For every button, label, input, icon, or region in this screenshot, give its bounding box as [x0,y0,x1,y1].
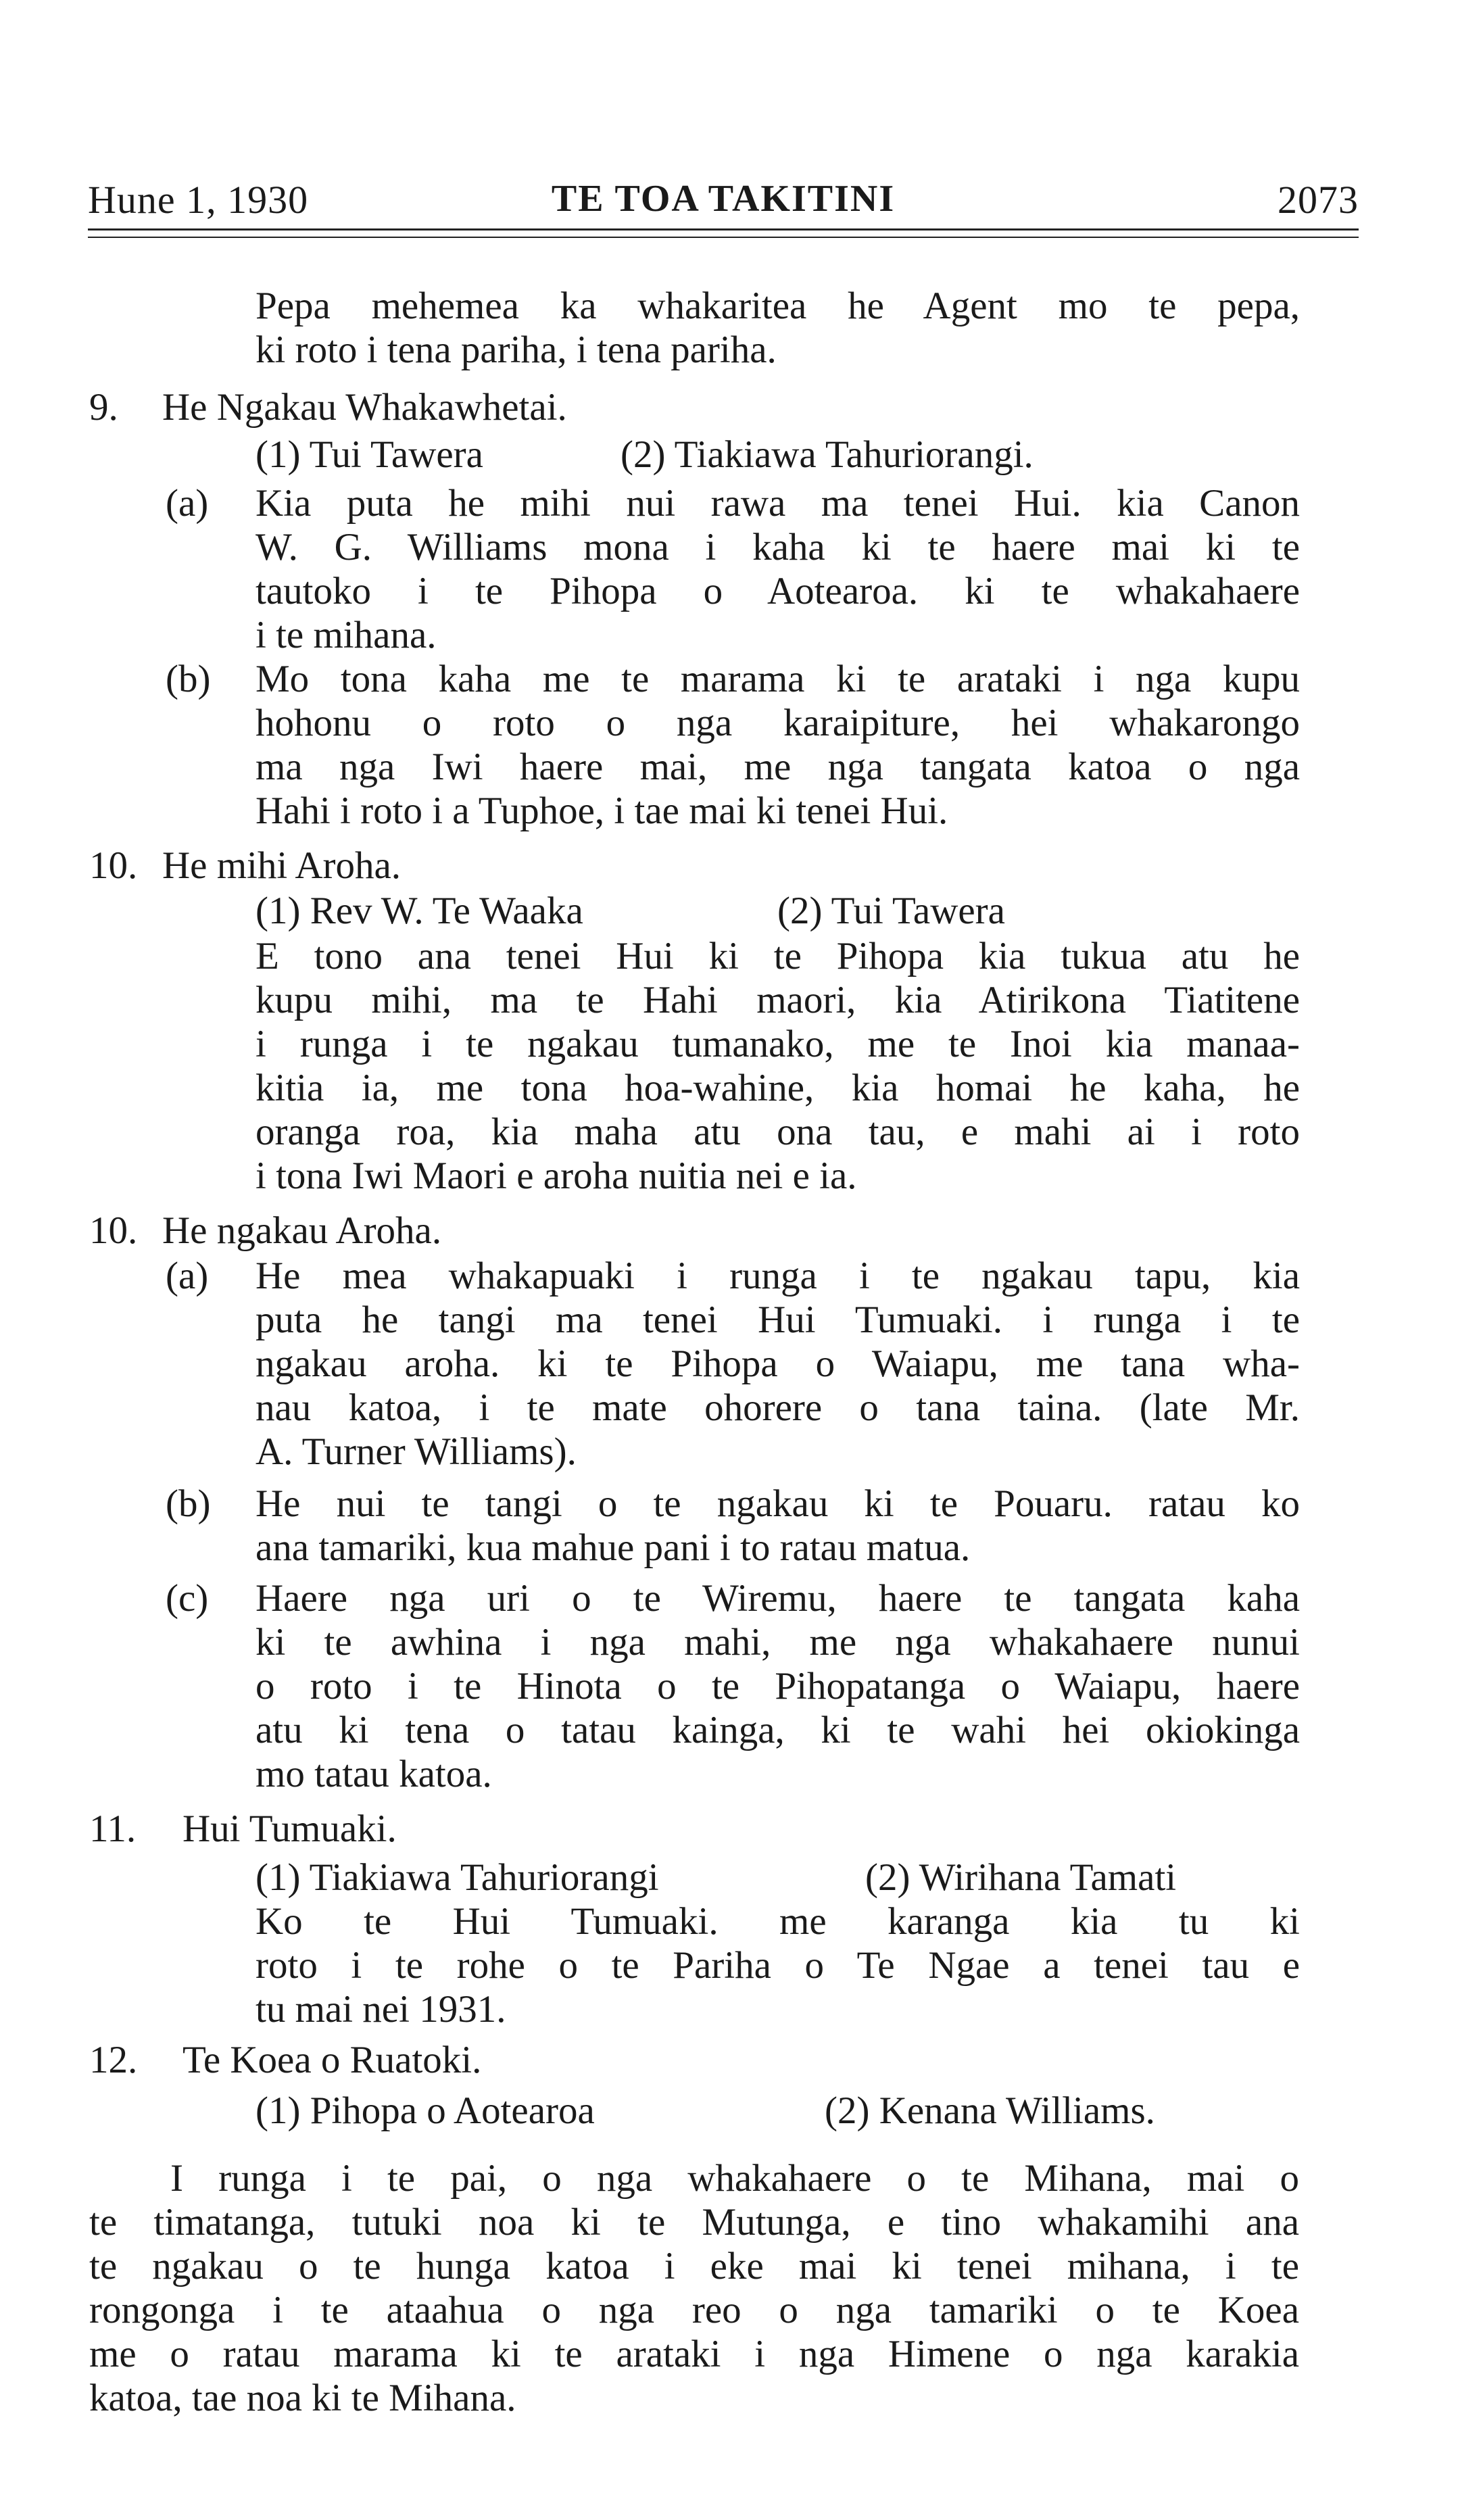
text-line: Kia puta he mihi nui rawa ma tenei Hui. kia Canon [256,482,1300,525]
item-number: 10. [89,844,138,887]
header-rule-top [88,228,1359,231]
text-line: puta he tangi ma tenei Hui Tumuaki. i runga i te [256,1299,1300,1341]
text-line: W. G. Williams mona i kaha ki te haere mai ki te [256,526,1300,568]
paragraph-line: rongonga i te ataahua o nga reo o nga tamariki o te Koea [89,2289,1299,2331]
sub-label: (a) [166,482,209,525]
text-line: roto i te rohe o te Pariha o Te Ngae a tenei tau e [256,1944,1300,1987]
text-line: o roto i te Hinota o te Pihopatanga o Waiapu, haere [256,1665,1300,1707]
item-number: 11. [89,1808,137,1850]
speaker-2: (2) Tiakiawa Tahuriorangi. [621,433,1034,476]
text-line: He mea whakapuaki i runga i te ngakau tapu, kia [256,1255,1300,1297]
page-number: 2073 [1278,178,1359,222]
text-line: A. Turner Williams). [256,1430,577,1473]
speaker-1: (1) Rev W. Te Waaka [256,890,583,932]
item-number: 12. [89,2039,138,2081]
paragraph-line: katoa, tae noa ki te Mihana. [89,2377,516,2419]
text-line: Ko te Hui Tumuaki. me karanga kia tu ki [256,1900,1300,1943]
speaker-2: (2) Wirihana Tamati [865,1856,1177,1899]
text-line: i tona Iwi Maori e aroha nuitia nei e ia. [256,1155,857,1197]
text-line: E tono ana tenei Hui ki te Pihopa kia tukua atu he [256,935,1300,977]
text-line: mo tatau katoa. [256,1753,492,1795]
speaker-1: (1) Pihopa o Aotearoa [256,2089,595,2132]
text-line: hohonu o roto o nga karaipiture, hei whakarongo [256,702,1300,744]
text-line: Mo tona kaha me te marama ki te arataki i nga kupu [256,658,1300,700]
text-line: ngakau aroha. ki te Pihopa o Waiapu, me tana wha- [256,1342,1300,1385]
sub-label: (b) [166,658,211,700]
sub-label: (c) [166,1577,209,1620]
header-rule-bottom [88,237,1359,238]
header-date: Hune 1, 1930 [88,178,309,222]
speaker-2: (2) Tui Tawera [777,890,1005,932]
text-line: kitia ia, me tona hoa-wahine, kia homai he kaha, he [256,1067,1300,1109]
text-line: He nui te tangi o te ngakau ki te Pouaru. ratau ko [256,1482,1300,1525]
text-line: tautoko i te Pihopa o Aotearoa. ki te whakahaere [256,570,1300,612]
sub-label: (a) [166,1255,209,1297]
section-heading: He Ngakau Whakawhetai. [162,386,567,429]
text-line: ki te awhina i nga mahi, me nga whakahaere nunui [256,1621,1300,1664]
text-line: nau katoa, i te mate ohorere o tana taina. (late Mr. [256,1386,1300,1429]
paragraph-line: te ngakau o te hunga katoa i eke mai ki tenei mihana, i te [89,2245,1299,2287]
section-heading: Te Koea o Ruatoki. [183,2039,482,2081]
paragraph-line: te timatanga, tutuki noa ki te Mutunga, e tino whakamihi ana [89,2201,1299,2244]
paragraph-line: me o ratau marama ki te arataki i nga Himene o nga karakia [89,2333,1299,2375]
text-line: tu mai nei 1931. [256,1988,506,2031]
text-line: i runga i te ngakau tumanako, me te Inoi kia manaa- [256,1023,1300,1065]
text-line: ana tamariki, kua mahue pani i to ratau matua. [256,1526,971,1569]
paragraph-line: I runga i te pai, o nga whakahaere o te Mihana, mai o [170,2157,1299,2200]
section-heading: He ngakau Aroha. [162,1209,442,1252]
text-line: Pepa mehemea ka whakaritea he Agent mo te pepa, [256,285,1300,327]
text-line: ma nga Iwi haere mai, me nga tangata katoa o nga [256,746,1300,788]
sub-label: (b) [166,1482,211,1525]
text-line: i te mihana. [256,614,437,656]
text-line: ki roto i tena pariha, i tena pariha. [256,329,777,371]
text-line: oranga roa, kia maha atu ona tau, e mahi ai i roto [256,1111,1300,1153]
text-line: Haere nga uri o te Wiremu, haere te tangata kaha [256,1577,1300,1620]
text-line: Hahi i roto i a Tuphoe, i tae mai ki tenei Hui. [256,790,948,832]
section-heading: Hui Tumuaki. [183,1808,397,1850]
speaker-1: (1) Tui Tawera [256,433,483,476]
text-line: atu ki tena o tatau kainga, ki te wahi hei okiokinga [256,1709,1300,1751]
text-line: kupu mihi, ma te Hahi maori, kia Atirikona Tiatitene [256,979,1300,1021]
speaker-2: (2) Kenana Williams. [825,2089,1155,2132]
section-heading: He mihi Aroha. [162,844,402,887]
speaker-1: (1) Tiakiawa Tahuriorangi [256,1856,659,1899]
item-number: 10. [89,1209,138,1252]
publication-title: TE TOA TAKITINI [551,178,896,220]
page-header [88,177,1359,224]
item-number: 9. [89,386,118,429]
